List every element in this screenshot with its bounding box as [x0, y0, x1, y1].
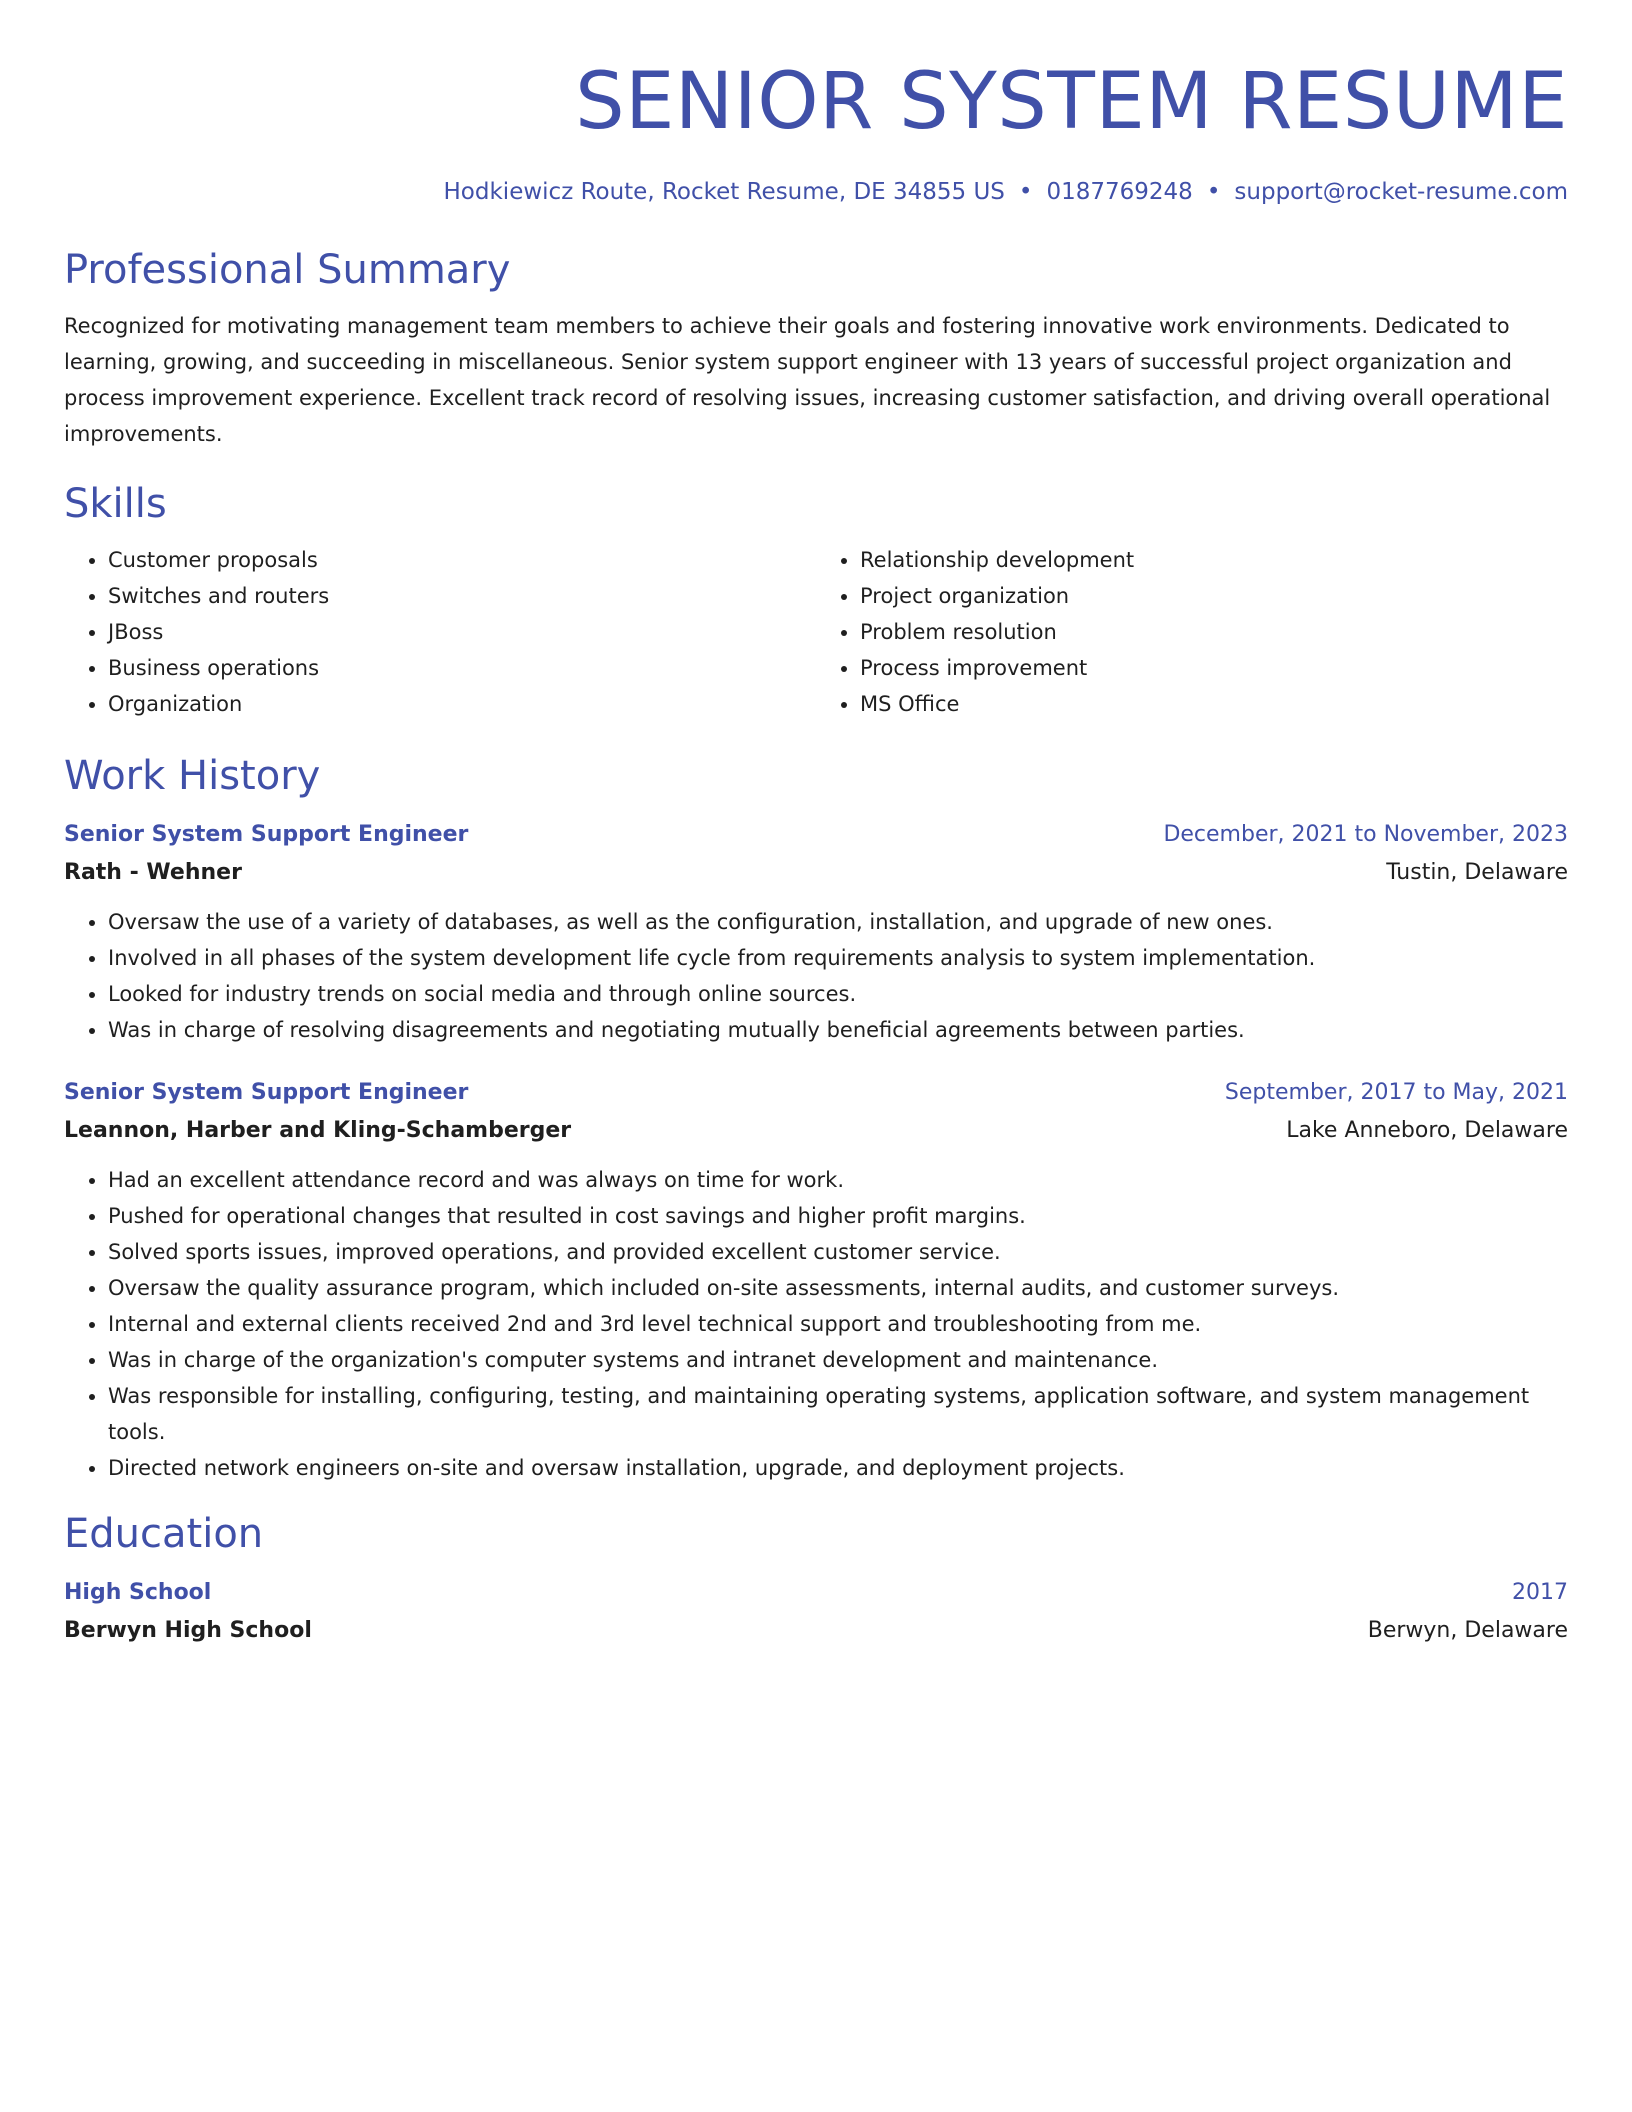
contact-line	[64, 176, 1568, 208]
job-bullet: • Was responsible for installing, configuring, testing, and maintaining operating systems, application software, and system management tools.	[108, 1378, 1568, 1450]
skill-item: • MS Office	[860, 686, 1568, 722]
education-degree-row	[64, 1574, 1568, 1612]
skill-item: • JBoss	[108, 614, 816, 650]
contact-email: support@rocket-resume.com	[1234, 179, 1568, 205]
resume-name: SENIOR SYSTEM RESUME	[575, 57, 1568, 147]
contact-separator: •	[1206, 179, 1221, 205]
summary-heading: Professional Summary	[64, 247, 511, 293]
job-bullet: • Was in charge of resolving disagreements and negotiating mutually beneficial agreements between parties.	[108, 1012, 1568, 1048]
education-location: Berwyn, Delaware	[1367, 1618, 1568, 1643]
job-bullet: • Had an excellent attendance record and was always on time for work.	[108, 1162, 1568, 1198]
skill-item: • Customer proposals	[108, 542, 816, 578]
job-bullet: • Looked for industry trends on social media and through online sources.	[108, 976, 1568, 1012]
job-bullets	[64, 1162, 1568, 1486]
skill-item: • Process improvement	[860, 650, 1568, 686]
job-company-row	[64, 854, 1568, 892]
job-bullet: • Was in charge of the organization's computer systems and intranet development and maintenance.	[108, 1342, 1568, 1378]
education-school-row	[64, 1612, 1568, 1650]
job-bullet: • Pushed for operational changes that resulted in cost savings and higher profit margins.	[108, 1198, 1568, 1234]
contact-separator: •	[1018, 179, 1033, 205]
job-company: Rath - Wehner	[64, 860, 242, 885]
job-bullet: • Involved in all phases of the system development life cycle from requirements analysis to system implementation.	[108, 940, 1568, 976]
job-location: Tustin, Delaware	[1386, 860, 1568, 885]
skills-column-right	[816, 542, 1568, 722]
job-dates: December, 2021 to November, 2023	[1163, 822, 1568, 847]
summary-text: Recognized for motivating management team members to achieve their goals and fostering innovative work environments. Dedicated to learning, growing, and succeeding in miscellaneous. Senior system support engineer with 13 years of successful project organization and process improvement experience. Excellent track record of resolving issues, increasing customer satisfaction, and driving overall operational improvements.	[64, 314, 1551, 446]
education-heading: Education	[64, 1511, 264, 1557]
job-bullet: • Solved sports issues, improved operations, and provided excellent customer service.	[108, 1234, 1568, 1270]
education-year: 2017	[1512, 1580, 1568, 1605]
skill-item: • Business operations	[108, 650, 816, 686]
resume-header	[64, 0, 1568, 208]
job-company: Leannon, Harber and Kling-Schamberger	[64, 1118, 572, 1143]
contact-phone: 0187769248	[1046, 179, 1193, 205]
skill-item: • Project organization	[860, 578, 1568, 614]
contact-address: Hodkiewicz Route, Rocket Resume, DE 34855 US	[443, 179, 1005, 205]
job-title-row	[64, 1074, 1568, 1112]
skills-column-left	[64, 542, 816, 722]
job-dates: September, 2017 to May, 2021	[1224, 1080, 1568, 1105]
work-history-heading: Work History	[64, 753, 321, 799]
job-bullet: • Oversaw the quality assurance program, which included on-site assessments, internal audits, and customer surveys.	[108, 1270, 1568, 1306]
skill-item: • Problem resolution	[860, 614, 1568, 650]
education-school: Berwyn High School	[64, 1618, 312, 1643]
job-title: Senior System Support Engineer	[64, 1080, 469, 1105]
skill-item: • Switches and routers	[108, 578, 816, 614]
job-bullet: • Oversaw the use of a variety of databases, as well as the configuration, installation, and upgrade of new ones.	[108, 904, 1568, 940]
job-bullet: • Internal and external clients received 2nd and 3rd level technical support and troubleshooting from me.	[108, 1306, 1568, 1342]
job-title-row	[64, 816, 1568, 854]
job-bullet: • Directed network engineers on-site and oversaw installation, upgrade, and deployment projects.	[108, 1450, 1568, 1486]
job-entry	[64, 1074, 1568, 1486]
skills-list	[64, 542, 1568, 722]
skills-heading: Skills	[64, 481, 167, 527]
skill-item: • Relationship development	[860, 542, 1568, 578]
education-degree: High School	[64, 1580, 212, 1605]
job-entry	[64, 816, 1568, 1048]
job-location: Lake Anneboro, Delaware	[1286, 1118, 1568, 1143]
skill-item: • Organization	[108, 686, 816, 722]
job-company-row	[64, 1112, 1568, 1150]
job-title: Senior System Support Engineer	[64, 822, 469, 847]
education-entry	[64, 1574, 1568, 1650]
job-bullets	[64, 904, 1568, 1048]
